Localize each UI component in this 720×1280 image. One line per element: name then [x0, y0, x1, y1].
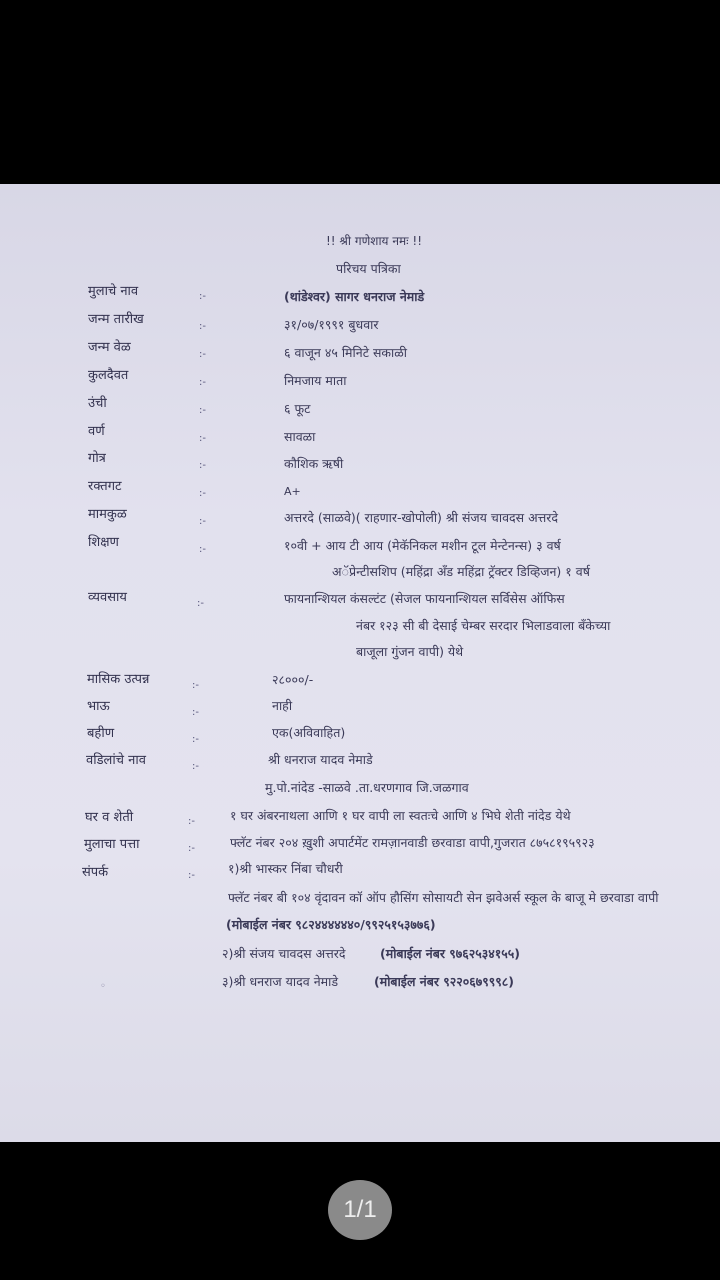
separator: :- [192, 707, 199, 718]
paper-speck: ◦ [100, 981, 106, 992]
separator: :- [199, 516, 206, 527]
value-monthly-income: २८०००/- [272, 672, 314, 687]
value-blood-group: A+ [284, 485, 301, 498]
separator: :- [199, 544, 206, 555]
label-contact: संपर्क [82, 865, 109, 880]
separator: :- [199, 405, 206, 416]
value-occupation-line2: नंबर १२३ सी बी देसाई चेम्बर सरदार भिलाडवाला बँकेच्या [356, 618, 611, 633]
value-father-address: मु.पो.नांदेड -साळवे .ता.धरणगाव जि.जळगाव [265, 780, 469, 795]
value-boy-address: फ्लॅट नंबर २०४ ख़ुशी अपार्टमेंट रामज़ानवाडी छरवाडा वापी,गुजरात ८७५८१९५९२३ [230, 835, 595, 850]
label-complexion: वर्ण [88, 424, 105, 439]
separator: :- [188, 816, 195, 827]
separator: :- [188, 843, 195, 854]
separator: :- [199, 321, 206, 332]
contact-line-4-phone: (मोबाईल नंबर ९७६२५३४१५५) [380, 946, 521, 961]
separator: :- [199, 349, 206, 360]
separator: :- [192, 680, 199, 691]
document-page[interactable] [0, 184, 720, 1142]
page-indicator[interactable] [328, 1180, 392, 1240]
value-house-farm: १ घर अंबरनाथला आणि १ घर वापी ला स्वतःचे आणि ४ भिघे शेती नांदेड येथे [230, 808, 571, 823]
separator: :- [199, 460, 206, 471]
separator: :- [199, 291, 206, 302]
label-height: उंची [88, 396, 107, 411]
label-education: शिक्षण [88, 535, 119, 550]
page-indicator-label: 1/1 [343, 1196, 377, 1223]
contact-line-2: फ्लॅट नंबर बी १०४ वृंदावन कॉ ऑप हौसिंग सोसायटी सेन झवेअर्स स्कूल के बाजू मे छरवाडा वापी [228, 890, 659, 905]
label-blood-group: रक्तगट [88, 479, 122, 494]
value-height: ६ फूट [284, 401, 311, 416]
separator: :- [188, 870, 195, 881]
separator: :- [192, 734, 199, 745]
separator: :- [197, 598, 204, 609]
contact-line-5-name: ३)श्री धनराज यादव नेमाडे [222, 974, 339, 989]
separator: :- [199, 377, 206, 388]
label-birth-time: जन्म वेळ [88, 340, 131, 355]
value-birth-time: ६ वाजून ४५ मिनिटे सकाळी [284, 345, 408, 360]
value-maternal-family: अत्तरदे (साळवे)( राहणार-खोपोली) श्री संजय चावदस अत्तरदे [284, 510, 559, 525]
label-sister: बहीण [87, 726, 115, 741]
label-family-deity: कुलदैवत [88, 368, 129, 383]
label-gotra: गोत्र [88, 451, 106, 466]
separator: :- [199, 488, 206, 499]
value-family-deity: निमजाय माता [284, 373, 347, 388]
contact-line-4-name: २)श्री संजय चावदस अत्तरदे [222, 946, 346, 961]
document-title: परिचय पत्रिका [336, 261, 401, 276]
label-occupation: व्यवसाय [88, 590, 127, 605]
value-occupation-line3: बाजूला गुंजन वापी) येथे [356, 644, 464, 659]
separator: :- [199, 433, 206, 444]
label-boy-address: मुलाचा पत्ता [84, 837, 140, 852]
value-complexion: सावळा [284, 429, 316, 444]
label-boy-name: मुलाचे नाव [88, 284, 139, 299]
separator: :- [192, 761, 199, 772]
value-sister: एक(अविवाहित) [272, 725, 346, 740]
value-education: १०वी + आय टी आय (मेकॅनिकल मशीन टूल मेन्टेनन्स) ३ वर्ष [284, 538, 561, 553]
invocation-heading: !! श्री गणेशाय नमः !! [326, 234, 423, 248]
value-boy-name: (थांडेश्वर) सागर धनराज नेमाडे [284, 289, 425, 304]
label-house-farm: घर व शेती [85, 810, 134, 825]
value-gotra: कौशिक ऋषी [284, 456, 344, 471]
label-birth-date: जन्म तारीख [88, 312, 144, 327]
value-brother: नाही [272, 698, 293, 713]
label-brother: भाऊ [87, 699, 110, 714]
contact-line-1: १)श्री भास्कर निंबा चौधरी [228, 861, 343, 876]
label-maternal-family: मामकुळ [88, 507, 127, 522]
contact-line-3: (मोबाईल नंबर ९८२४४४४४४०/९९२५१५३७७६) [226, 917, 436, 932]
value-education-line2: अॅप्रेन्टीसशिप (महिंद्रा अँड महिंद्रा ट्रॅक्टर डिव्हिजन) १ वर्ष [332, 564, 590, 579]
value-birth-date: ३१/०७/१९९१ बुधवार [284, 317, 379, 332]
label-monthly-income: मासिक उत्पन्न [87, 672, 150, 687]
label-father-name: वडिलांचे नाव [86, 753, 146, 768]
value-father-name: श्री धनराज यादव नेमाडे [268, 752, 373, 767]
value-occupation: फायनान्शियल कंसल्टंट (सेजल फायनान्शियल सर्विसेस ऑफिस [284, 591, 565, 606]
contact-line-5-phone: (मोबाईल नंबर ९२२०६७९९९८) [374, 974, 515, 989]
